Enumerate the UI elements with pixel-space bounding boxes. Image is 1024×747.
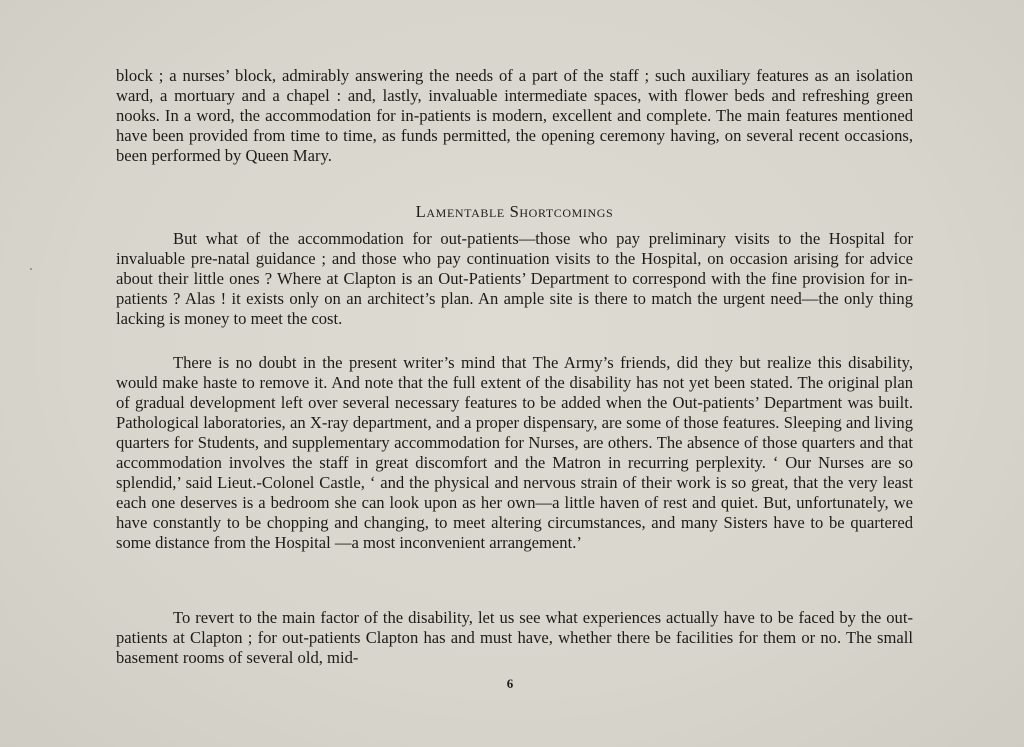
- paragraph-1-text: block ; a nurses’ block, admirably answering the needs of a part of the staff ; such auxiliary features as an isolation ward, a mortuary and a chapel : and, lastly, invaluable intermediate spaces, with flower beds and refreshing green nooks. In a word, the accommodation for in-patients is modern, excellent and complete. The main features mentioned have been provided from time to time, as funds permitted, the opening ceremony having, on several recent occasions, been performed by Queen Mary.: [116, 66, 913, 165]
- paragraph-3: [116, 353, 913, 553]
- paper-speck: [30, 268, 32, 270]
- page-number: 6: [506, 676, 514, 691]
- paragraph-4-text: To revert to the main factor of the disability, let us see what experiences actually have to be faced by the out-patients at Clapton ; for out-patients Clapton has and must have, whether there be facilities for them or no. The small basement rooms of several old, mid-: [116, 608, 913, 667]
- paragraph-1: [116, 66, 913, 166]
- paragraph-3-text: There is no doubt in the present writer’s mind that The Army’s friends, did they but realize this disability, would make haste to remove it. And note that the full extent of the disability has not yet been stated. The original plan of gradual development left over several necessary features to be added when the Out-patients’ Department was built. Pathological laboratories, an X-ray department, and a proper dispensary, are some of those features. Sleeping and living quarters for Students, and supplementary accommodation for Nurses, are others. The absence of those quarters and that accommodation involves the staff in great discomfort and the Matron in recurring perplexity. ‘ Our Nurses are so splendid,’ said Lieut.-Colonel Castle, ‘ and the physical and nervous strain of their work is so great, that the very least each one deserves is a bedroom she can look upon as her own—a little haven of rest and quiet. But, unfortunately, we have constantly to be chopping and changing, to meet altering circumstances, and many Sisters have to be quartered some distance from the Hospital —a most inconvenient arrangement.’: [116, 353, 913, 552]
- paragraph-2: [116, 229, 913, 329]
- paragraph-4: [116, 608, 913, 668]
- paragraph-2-text: But what of the accommodation for out-patients—those who pay preliminary visits to the Hospital for invaluable pre-natal guidance ; and those who pay continuation visits to the Hospital, on occasion arising for advice about their little ones ? Where at Clapton is an Out-Patients’ Department to correspond with the fine provision for in-patients ? Alas ! it exists only on an architect’s plan. An ample site is there to match the urgent need—the only thing lacking is money to meet the cost.: [116, 229, 913, 328]
- section-heading: Lamentable Shortcomings: [415, 202, 614, 221]
